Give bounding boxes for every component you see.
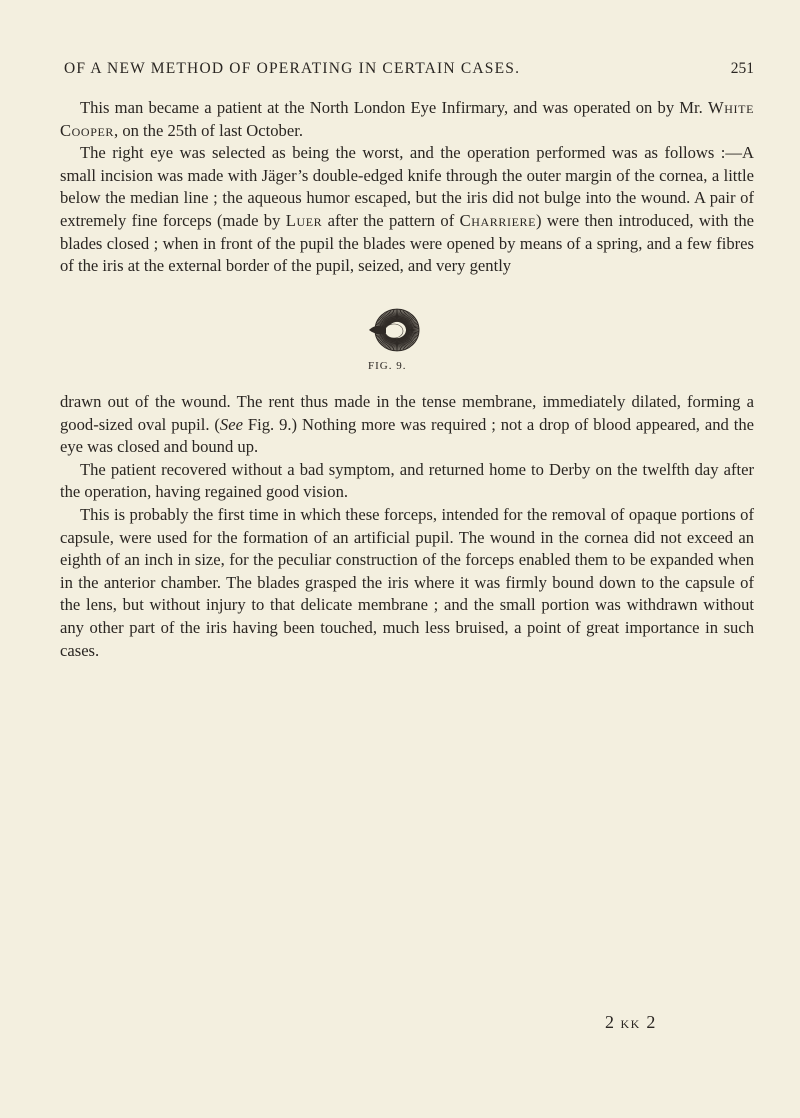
page-number: 251 [730, 60, 754, 77]
signature-mark [605, 1012, 656, 1033]
paragraph [60, 504, 754, 662]
text-run: after the pattern of [322, 210, 460, 230]
pupil [385, 324, 403, 338]
text-run: drawn out of the wound. The rent thus made in the tense membrane, immediately dilated, forming a good-sized oval pupil. ( [60, 392, 754, 434]
drawn-iris-fibres [369, 326, 386, 334]
running-header [64, 60, 754, 78]
signature-tail: 2 [646, 1012, 657, 1032]
small-caps-name: White Cooper [60, 98, 754, 140]
small-caps-name: Charriere [459, 210, 537, 230]
paragraph [60, 97, 754, 142]
text-run: The right eye was selected as being the worst, and the operation performed was as follows :—A small incision was made with Jäger’s double-edged knife through the outer margin of the cornea, a little below the median line ; the aqueous humor escaped, but the iris did not bulge into the wound. A pair of extremely fine forceps (made by [60, 143, 754, 230]
paragraph [60, 459, 754, 504]
figure-caption: FIG. 9. [368, 360, 407, 372]
text-run: ) were then introduced, with the blades closed ; when in front of the pupil the blades were opened by means of a spring, and a few fibres of the iris at the external border of the pupil, seized, and very gently [60, 210, 754, 276]
small-caps-name: Luer [285, 210, 323, 230]
text-run: Fig. 9.) Nothing more was required ; not a drop of blood appeared, and the eye was closed and bound up. [60, 414, 755, 457]
figure-9-iris-illustration [363, 306, 439, 354]
running-title: OF A NEW METHOD OF OPERATING IN CERTAIN CASES. [64, 60, 521, 77]
text-run: This is probably the first time in which these forceps, intended for the removal of opaque portions of capsule, were used for the formation of an artificial pupil. The wound in the cornea did not exceed an eighth of an inch in size, for the peculiar construction of the forceps enabled them to be expanded when in the anterior chamber. The blades grasped the iris where it was firmly bound down to the capsule of the lens, but without injury to that delicate membrane ; and the small portion was withdrawn without any other part of the iris having been touched, much less bruised, a point of great importance in such cases. [60, 504, 754, 660]
paragraph [60, 142, 754, 278]
signature-lead: 2 [605, 1012, 615, 1032]
paragraph [60, 391, 754, 459]
italic-text: See [219, 414, 243, 434]
signature-letters: KK [620, 1017, 641, 1031]
body-text-bottom [60, 391, 754, 662]
text-run: The patient recovered without a bad symptom, and returned home to Derby on the twelfth day after the operation, having regained good vision. [60, 459, 754, 502]
body-text-top [60, 97, 754, 278]
iris-drawing [363, 306, 439, 354]
text-run: This man became a patient at the North London Eye Infirmary, and was operated on by Mr. [80, 98, 709, 117]
text-run: , on the 25th of last October. [114, 120, 303, 140]
